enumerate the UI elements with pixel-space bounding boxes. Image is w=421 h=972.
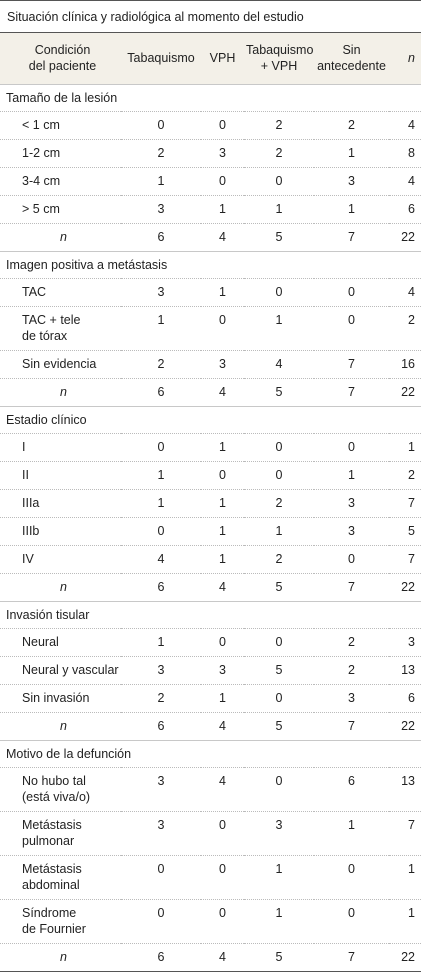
- cell-value: 6: [314, 767, 389, 811]
- cell-value: 3: [314, 167, 389, 195]
- total-value: 5: [244, 378, 314, 406]
- cell-value: 7: [389, 811, 421, 855]
- cell-value: 0: [201, 167, 244, 195]
- cell-value: 5: [244, 656, 314, 684]
- cell-value: 3: [201, 656, 244, 684]
- cell-value: 3: [121, 195, 201, 223]
- total-value: 5: [244, 223, 314, 251]
- cell-value: 0: [244, 433, 314, 461]
- cell-value: 2: [121, 139, 201, 167]
- cell-line-1: Metástasis: [22, 861, 82, 876]
- total-value: 22: [389, 943, 421, 971]
- cell-value: 6: [389, 195, 421, 223]
- cell-value: 2: [121, 350, 201, 378]
- cell-value: 2: [389, 461, 421, 489]
- cell-value: 3: [201, 139, 244, 167]
- cell-line-1: n: [408, 51, 415, 66]
- cell-value: 0: [121, 111, 201, 139]
- cell-value: 2: [244, 139, 314, 167]
- table-row: [0, 545, 421, 573]
- total-label: n: [0, 378, 121, 406]
- row-label: [0, 433, 121, 461]
- cell-value: 0: [244, 684, 314, 712]
- cell-value: 0: [314, 306, 389, 350]
- cell-value: 0: [244, 628, 314, 656]
- cell-value: 0: [244, 767, 314, 811]
- cell-value: 0: [314, 433, 389, 461]
- cell-value: 1: [244, 899, 314, 943]
- cell-line-2: del paciente: [28, 59, 97, 74]
- cell-value: 0: [121, 433, 201, 461]
- cell-value: 8: [389, 139, 421, 167]
- cell-value: 3: [389, 628, 421, 656]
- row-label: [0, 111, 121, 139]
- cell-value: 1: [314, 461, 389, 489]
- cell-value: 2: [121, 684, 201, 712]
- cell-value: 1: [314, 195, 389, 223]
- cell-line-1: IIIb: [22, 523, 40, 538]
- table-title: Situación clínica y radiológica al momento del estudio: [0, 0, 421, 33]
- cell-value: 1: [121, 489, 201, 517]
- cell-value: 0: [201, 111, 244, 139]
- cell-line-1: Metástasis: [22, 817, 82, 832]
- cell-value: 0: [121, 517, 201, 545]
- cell-line-1: Sin invasión: [22, 690, 90, 705]
- cell-line-1: Neural y vascular: [22, 662, 119, 677]
- section-header-row: [0, 601, 421, 628]
- cell-value: 0: [201, 461, 244, 489]
- cell-value: 0: [244, 167, 314, 195]
- table-row: [0, 656, 421, 684]
- cell-value: 3: [121, 278, 201, 306]
- row-label: [0, 656, 121, 684]
- total-label: n: [0, 943, 121, 971]
- cell-line-1: Sin: [342, 43, 361, 58]
- table-row: [0, 433, 421, 461]
- total-value: 7: [314, 573, 389, 601]
- cell-line-1: Tabaquismo: [127, 51, 195, 66]
- row-label: [0, 278, 121, 306]
- cell-value: 1: [121, 461, 201, 489]
- cell-value: 13: [389, 767, 421, 811]
- cell-line-1: Sin evidencia: [22, 356, 97, 371]
- section-header-row: [0, 84, 421, 111]
- table-row: [0, 111, 421, 139]
- cell-line-2: + VPH: [260, 59, 298, 74]
- total-value: 5: [244, 712, 314, 740]
- column-header: [201, 33, 244, 84]
- total-value: 6: [121, 223, 201, 251]
- cell-value: 3: [201, 350, 244, 378]
- cell-value: 0: [201, 811, 244, 855]
- cell-value: 1: [121, 628, 201, 656]
- cell-value: 1: [201, 517, 244, 545]
- cell-value: 1: [201, 195, 244, 223]
- cell-value: 1: [201, 684, 244, 712]
- cell-value: 4: [389, 111, 421, 139]
- cell-value: 3: [121, 811, 201, 855]
- cell-value: 1: [389, 433, 421, 461]
- cell-line-2: (está viva/o): [22, 789, 91, 804]
- cell-value: 16: [389, 350, 421, 378]
- column-header: [244, 33, 314, 84]
- total-value: 6: [121, 573, 201, 601]
- cell-value: 3: [244, 811, 314, 855]
- cell-value: 1: [201, 489, 244, 517]
- total-value: 6: [121, 712, 201, 740]
- cell-line-2: antecedente: [317, 59, 386, 74]
- section-title: Imagen positiva a metástasis: [0, 251, 421, 278]
- total-row: [0, 378, 421, 406]
- cell-value: 2: [244, 489, 314, 517]
- cell-value: 0: [201, 855, 244, 899]
- cell-line-1: I: [22, 439, 26, 454]
- cell-line-1: Neural: [22, 634, 59, 649]
- table-row: [0, 306, 421, 350]
- total-value: 5: [244, 573, 314, 601]
- total-value: 6: [121, 378, 201, 406]
- cell-value: 0: [314, 545, 389, 573]
- total-row: [0, 712, 421, 740]
- cell-value: 0: [244, 461, 314, 489]
- cell-value: 13: [389, 656, 421, 684]
- section-header-row: [0, 740, 421, 767]
- header-row: [0, 33, 421, 84]
- cell-value: 4: [201, 767, 244, 811]
- column-header: [0, 33, 121, 84]
- table-row: [0, 628, 421, 656]
- row-label: [0, 489, 121, 517]
- cell-line-1: II: [22, 467, 29, 482]
- table-row: [0, 350, 421, 378]
- section-title: Estadio clínico: [0, 406, 421, 433]
- cell-value: 3: [314, 517, 389, 545]
- row-label: [0, 811, 121, 855]
- cell-value: 3: [121, 656, 201, 684]
- cell-value: 1: [244, 855, 314, 899]
- cell-value: 1: [314, 811, 389, 855]
- cell-line-1: IV: [22, 551, 34, 566]
- cell-value: 0: [201, 306, 244, 350]
- column-header: [389, 33, 421, 84]
- total-row: [0, 223, 421, 251]
- cell-line-1: > 5 cm: [22, 201, 60, 216]
- cell-line-1: VPH: [209, 51, 236, 66]
- table-row: [0, 811, 421, 855]
- cell-value: 3: [314, 684, 389, 712]
- cell-line-1: < 1 cm: [22, 117, 60, 132]
- cell-value: 7: [389, 545, 421, 573]
- row-label: [0, 899, 121, 943]
- cell-value: 3: [121, 767, 201, 811]
- total-value: 5: [244, 943, 314, 971]
- total-value: 22: [389, 223, 421, 251]
- cell-value: 2: [389, 306, 421, 350]
- total-label: n: [0, 712, 121, 740]
- cell-value: 0: [121, 855, 201, 899]
- cell-value: 1: [389, 899, 421, 943]
- row-label: [0, 195, 121, 223]
- cell-line-1: TAC + tele: [22, 312, 81, 327]
- total-value: 22: [389, 378, 421, 406]
- table-row: [0, 684, 421, 712]
- table-row: [0, 461, 421, 489]
- cell-value: 1: [244, 195, 314, 223]
- row-label: [0, 167, 121, 195]
- cell-value: 4: [244, 350, 314, 378]
- cell-value: 4: [389, 278, 421, 306]
- table-row: [0, 767, 421, 811]
- cell-value: 0: [314, 899, 389, 943]
- row-label: [0, 545, 121, 573]
- total-value: 22: [389, 712, 421, 740]
- section-title: Motivo de la defunción: [0, 740, 421, 767]
- row-label: [0, 767, 121, 811]
- data-table: [0, 33, 421, 972]
- cell-value: 1: [389, 855, 421, 899]
- total-value: 4: [201, 573, 244, 601]
- cell-line-1: Condición: [34, 43, 91, 58]
- total-row: [0, 943, 421, 971]
- cell-value: 1: [314, 139, 389, 167]
- table-row: [0, 899, 421, 943]
- section-header-row: [0, 406, 421, 433]
- table-row: [0, 489, 421, 517]
- cell-value: 0: [314, 855, 389, 899]
- section-header-row: [0, 251, 421, 278]
- cell-value: 0: [314, 278, 389, 306]
- cell-value: 1: [121, 306, 201, 350]
- table-row: [0, 167, 421, 195]
- cell-value: 1: [201, 278, 244, 306]
- cell-line-1: 1-2 cm: [22, 145, 61, 160]
- table-body: [0, 84, 421, 971]
- total-value: 6: [121, 943, 201, 971]
- cell-value: 4: [389, 167, 421, 195]
- cell-line-1: TAC: [22, 284, 47, 299]
- cell-value: 0: [201, 899, 244, 943]
- cell-value: 7: [314, 350, 389, 378]
- section-title: Invasión tisular: [0, 601, 421, 628]
- row-label: [0, 628, 121, 656]
- cell-line-1: Síndrome: [22, 905, 77, 920]
- table-row: [0, 195, 421, 223]
- total-value: 22: [389, 573, 421, 601]
- total-value: 4: [201, 943, 244, 971]
- total-label: n: [0, 223, 121, 251]
- cell-value: 7: [389, 489, 421, 517]
- total-value: 4: [201, 223, 244, 251]
- cell-line-2: pulmonar: [22, 833, 75, 848]
- cell-value: 1: [201, 433, 244, 461]
- cell-value: 1: [244, 306, 314, 350]
- cell-value: 2: [314, 656, 389, 684]
- cell-value: 0: [121, 899, 201, 943]
- cell-value: 2: [314, 111, 389, 139]
- row-label: [0, 461, 121, 489]
- cell-value: 1: [201, 545, 244, 573]
- cell-line-1: IIIa: [22, 495, 40, 510]
- cell-value: 6: [389, 684, 421, 712]
- cell-line-1: No hubo tal: [22, 773, 86, 788]
- cell-value: 3: [314, 489, 389, 517]
- column-header: [314, 33, 389, 84]
- table-row: [0, 855, 421, 899]
- total-row: [0, 573, 421, 601]
- total-value: 4: [201, 378, 244, 406]
- cell-line-2: abdominal: [22, 877, 80, 892]
- total-value: 4: [201, 712, 244, 740]
- total-value: 7: [314, 943, 389, 971]
- row-label: [0, 517, 121, 545]
- cell-value: 2: [244, 111, 314, 139]
- table-header: [0, 33, 421, 84]
- row-label: [0, 139, 121, 167]
- cell-value: 2: [244, 545, 314, 573]
- table-row: [0, 517, 421, 545]
- total-label: n: [0, 573, 121, 601]
- row-label: [0, 684, 121, 712]
- total-value: 7: [314, 223, 389, 251]
- cell-value: 2: [314, 628, 389, 656]
- column-header: [121, 33, 201, 84]
- row-label: [0, 350, 121, 378]
- total-value: 7: [314, 712, 389, 740]
- row-label: [0, 855, 121, 899]
- cell-value: 4: [121, 545, 201, 573]
- row-label: [0, 306, 121, 350]
- cell-line-2: de Fournier: [22, 921, 86, 936]
- cell-line-1: 3-4 cm: [22, 173, 61, 188]
- cell-value: 1: [121, 167, 201, 195]
- cell-value: 0: [201, 628, 244, 656]
- total-value: 7: [314, 378, 389, 406]
- table-row: [0, 139, 421, 167]
- cell-line-2: de tórax: [22, 328, 68, 343]
- cell-value: 1: [244, 517, 314, 545]
- table-row: [0, 278, 421, 306]
- cell-value: 5: [389, 517, 421, 545]
- section-title: Tamaño de la lesión: [0, 84, 421, 111]
- cell-line-1: Tabaquismo: [246, 43, 314, 58]
- cell-value: 0: [244, 278, 314, 306]
